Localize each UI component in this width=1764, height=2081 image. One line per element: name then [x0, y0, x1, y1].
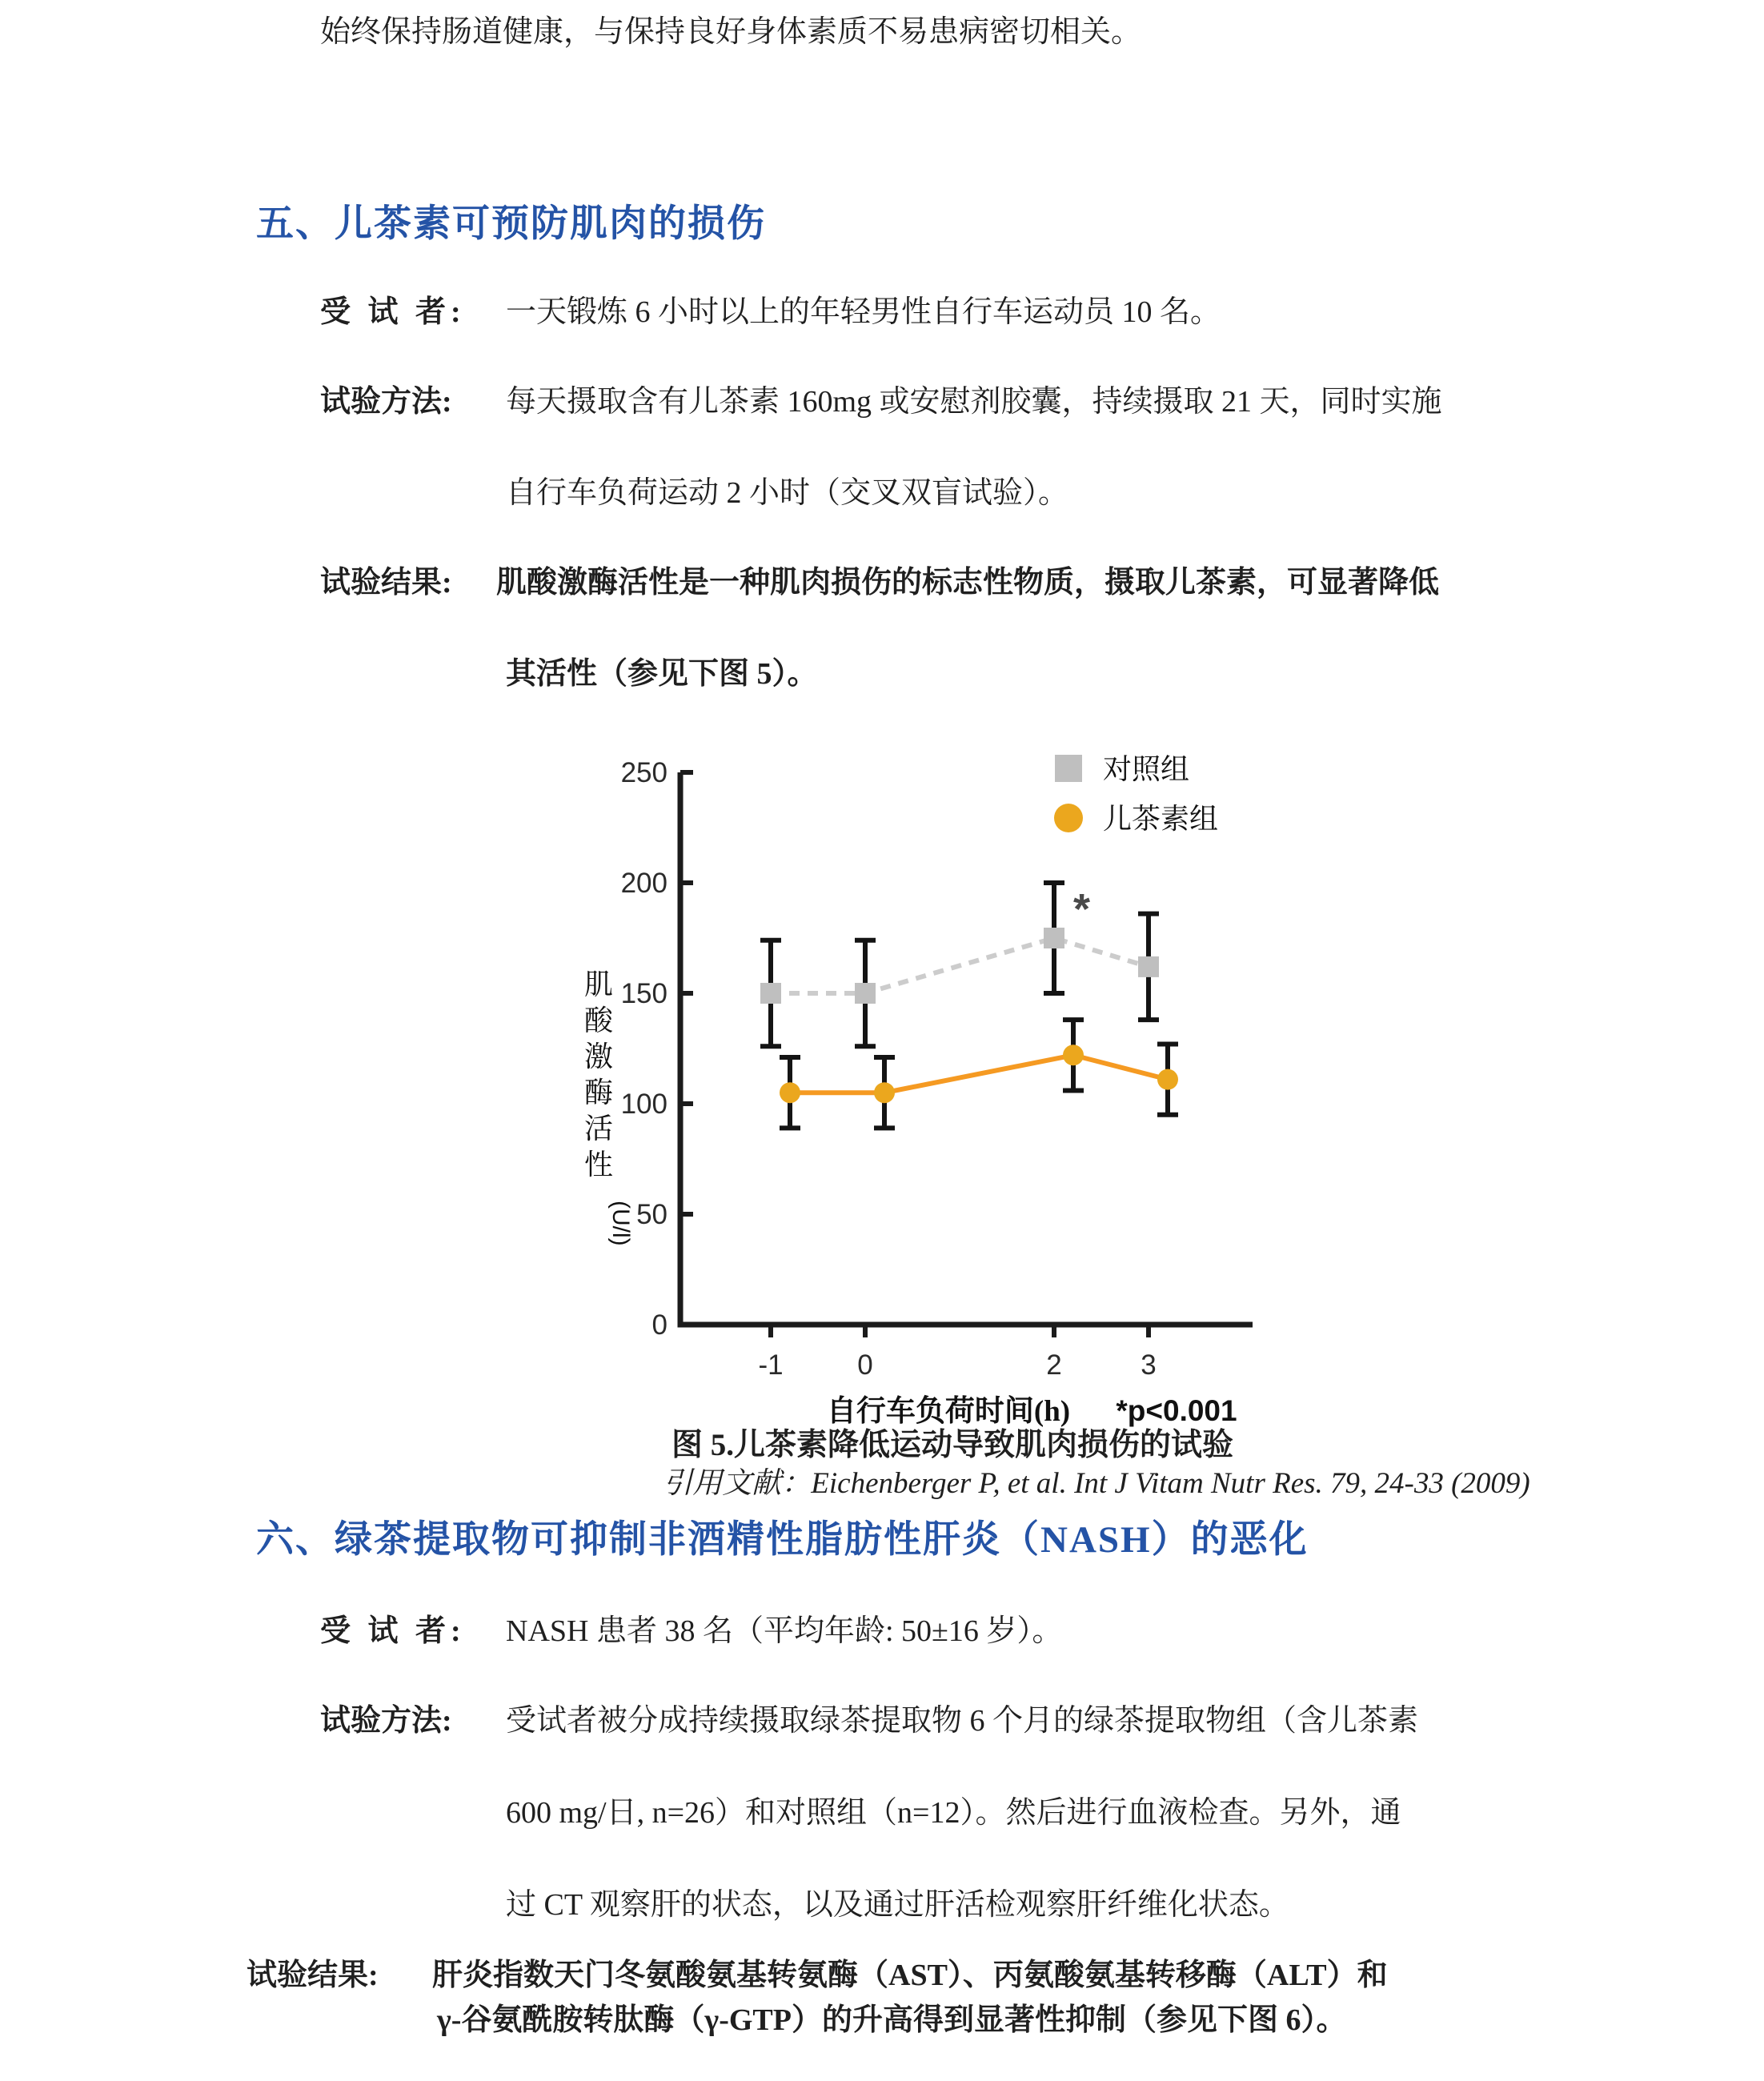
legend-label: 对照组 — [1103, 753, 1190, 785]
circle-marker — [1063, 1045, 1084, 1065]
method-label: 试验方法: — [320, 1704, 452, 1738]
method-text-line1: 受试者被分成持续摄取绿茶提取物 6 个月的绿茶提取物组（含儿茶素 — [506, 1704, 1419, 1738]
y-tick-label: 50 — [636, 1199, 668, 1230]
series-line-control — [771, 938, 1149, 993]
significance-star: * — [1073, 885, 1091, 933]
x-axis-label: 自行车负荷时间(h) — [826, 1395, 1071, 1428]
figure5-citation: 引用文献：Eichenberger P, et al. Int J Vitam Nutr Res. 79, 24-33 (2009) — [663, 1467, 1530, 1500]
square-marker — [1044, 928, 1064, 948]
result-label: 试验结果: — [320, 566, 452, 599]
subject-label: 受 试 者: — [320, 295, 466, 329]
section5-subject-row — [320, 295, 1221, 331]
series-line-catechin — [790, 1055, 1168, 1093]
y-axis-title-char: 激 — [583, 1040, 614, 1073]
y-tick-label: 100 — [620, 1089, 668, 1120]
subject-text: NASH 患者 38 名（平均年龄: 50±16 岁）。 — [506, 1614, 1063, 1648]
figure5-caption: 图 5.儿茶素降低运动导致肌肉损伤的试验 — [671, 1428, 1233, 1462]
legend-label: 儿茶素组 — [1103, 803, 1219, 835]
section6-result-row — [247, 1958, 1388, 1995]
section6-method-line2: 600 mg/日, n=26）和对照组（n=12）。然后进行血液检查。另外，通 — [506, 1796, 1401, 1830]
section6-subject-row — [320, 1614, 1062, 1650]
x-tick-label: -1 — [758, 1349, 784, 1381]
significance-note: *p<0.001 — [1116, 1394, 1237, 1427]
y-axis-title-char: 肌 — [583, 968, 614, 1000]
y-axis-unit: (U/l) — [607, 1201, 634, 1246]
section5-heading: 五、儿茶素可预防肌肉的损伤 — [256, 203, 766, 245]
result-label: 试验结果: — [247, 1959, 379, 1992]
result-text-line1: 肝炎指数天门冬氨酸氨基转氨酶（AST）、丙氨酸氨基转移酶（ALT）和 — [432, 1959, 1388, 1992]
section5-result-line2: 其活性（参见下图 5）。 — [506, 657, 818, 691]
section6-method-line3: 过 CT 观察肝的状态，以及通过肝活检观察肝纤维化状态。 — [506, 1888, 1289, 1922]
section5-method-row — [320, 384, 1442, 421]
circle-marker — [874, 1082, 895, 1103]
circle-marker — [1157, 1069, 1178, 1090]
section6-heading: 六、绿茶提取物可抑制非酒精性脂肪性肝炎（NASH）的恶化 — [256, 1519, 1309, 1561]
y-axis-title-char: 性 — [583, 1149, 614, 1181]
figure5-chart — [504, 736, 1417, 1465]
section6-method-row — [320, 1703, 1418, 1740]
section5-result-row — [320, 565, 1439, 602]
circle-marker — [780, 1082, 800, 1103]
x-tick-label: 3 — [1141, 1349, 1157, 1381]
square-marker — [855, 983, 876, 1004]
result-text-line1: 肌酸激酶活性是一种肌肉损伤的标志性物质，摄取儿茶素，可显著降低 — [496, 566, 1440, 599]
y-axis-title-char: 活 — [583, 1113, 614, 1145]
intro-text: 始终保持肠道健康，与保持良好身体素质不易患病密切相关。 — [320, 15, 1142, 49]
legend-circle-swatch — [1054, 804, 1083, 832]
subject-text: 一天锻炼 6 小时以上的年轻男性自行车运动员 10 名。 — [506, 295, 1221, 329]
y-tick-label: 200 — [620, 868, 668, 899]
square-marker — [1138, 956, 1159, 977]
square-marker — [760, 983, 781, 1004]
y-tick-label: 150 — [620, 978, 668, 1009]
y-tick-label: 0 — [651, 1309, 668, 1341]
section5-method-line2: 自行车负荷运动 2 小时（交叉双盲试验）。 — [506, 476, 1069, 510]
y-axis-title-char: 酶 — [583, 1077, 614, 1109]
method-label: 试验方法: — [320, 385, 452, 419]
section6-result-line2: γ-谷氨酰胺转肽酶（γ-GTP）的升高得到显著性抑制（参见下图 6）。 — [437, 2003, 1347, 2037]
method-text-line1: 每天摄取含有儿茶素 160mg 或安慰剂胶囊，持续摄取 21 天，同时实施 — [506, 385, 1442, 419]
legend-square-swatch — [1055, 755, 1082, 782]
x-tick-label: 0 — [857, 1349, 873, 1381]
x-tick-label: 2 — [1046, 1349, 1062, 1381]
y-tick-label: 250 — [620, 757, 668, 788]
subject-label: 受 试 者: — [320, 1614, 466, 1648]
y-axis-title-char: 酸 — [583, 1004, 614, 1036]
